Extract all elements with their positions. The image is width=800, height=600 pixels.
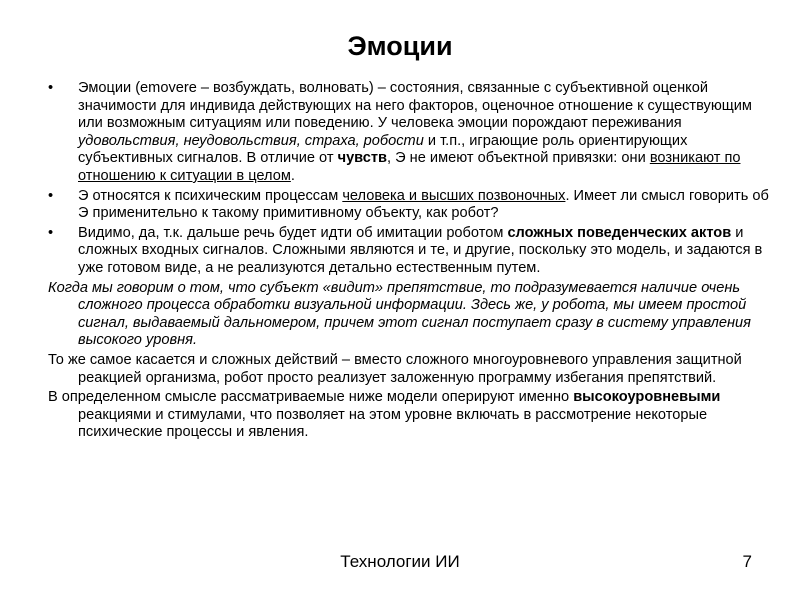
italic-feelings-list: удовольствия, неудовольствия, страха, робости — [78, 132, 424, 149]
text-run: Эмоции (emovere – возбуждать, волновать) – состояния, связанные с субъективной оценкой значимости для индивида действующих на него факторов, оценочное отношение к существующим или возможным ситуациям или поведению. У человека эмоции порождают переживания — [78, 80, 752, 132]
bullet-emotions-definition — [48, 80, 770, 186]
text-run: , Э не имеют объектной привязки: они — [387, 150, 650, 167]
bullet-marker: • — [48, 224, 54, 241]
bullet-marker: • — [48, 187, 54, 204]
text-run: реакциями и стимулами, что позволяет на этом уровне включать в рассмотрение некоторые психические процессы и явления. — [78, 406, 708, 441]
bullet-list — [48, 80, 770, 278]
bullet-marker: • — [48, 80, 54, 96]
slide-title: Эмоции — [347, 31, 453, 61]
bullet-imitation — [48, 225, 770, 278]
bold-feelings: чувств — [337, 150, 388, 167]
text-run: Э относятся к психическим процессам — [78, 187, 343, 204]
text-run: . — [290, 167, 295, 184]
page-number: 7 — [742, 552, 752, 571]
footer-label: Технологии ИИ — [340, 552, 460, 571]
slide-body — [48, 80, 770, 442]
text-run: В определенном смысле рассматриваемые ниже модели оперируют именно — [48, 389, 574, 406]
text-run: . Имеет ли смысл говорить об Э применительно к такому примитивному объекту, как робот? — [78, 187, 769, 222]
underlined-vertebrates-phrase: человека и высших позвоночных — [342, 187, 566, 204]
italic-sees-word: видит — [330, 279, 375, 296]
paragraph-complex-actions: То же самое касается и сложных действий – вместо сложного многоуровневого управления защитной реакцией организма, робот просто реализует заложенную программу избегания препятствий. — [48, 351, 742, 386]
bold-high-level: высокоуровневыми — [573, 389, 721, 406]
paragraph-sees-obstacle — [48, 280, 770, 350]
bullet-mental-processes — [48, 188, 770, 223]
italic-text-run: Когда мы говорим о том, что субъект « — [48, 279, 331, 296]
text-run: и сложных входных сигналов. Сложными являются и те, и другие, поскольку это модель, и задаются в уже готовом виде, а не реализуются детально естественным путем. — [78, 224, 763, 276]
text-run: Видимо, да, т.к. дальше речь будет идти об имитации роботом — [78, 224, 508, 241]
italic-text-run: » препятствие, то подразумевается наличие очень сложного процесса обработки визуальной информации. Здесь же, у робота, мы имеем простой сигнал, выдаваемый дальномером, причем этот сигнал поступает сразу в систему управления высокого уровня. — [78, 279, 751, 349]
bold-behavioral-acts: сложных поведенческих актов — [507, 224, 732, 241]
text-run: и т.п., играющие роль ориентирующих субъективных сигналов. В отличие от — [78, 132, 688, 167]
underlined-situation-phrase: возникают по отношению к ситуации в целом — [78, 150, 741, 184]
paragraph-high-level-models — [48, 389, 770, 442]
